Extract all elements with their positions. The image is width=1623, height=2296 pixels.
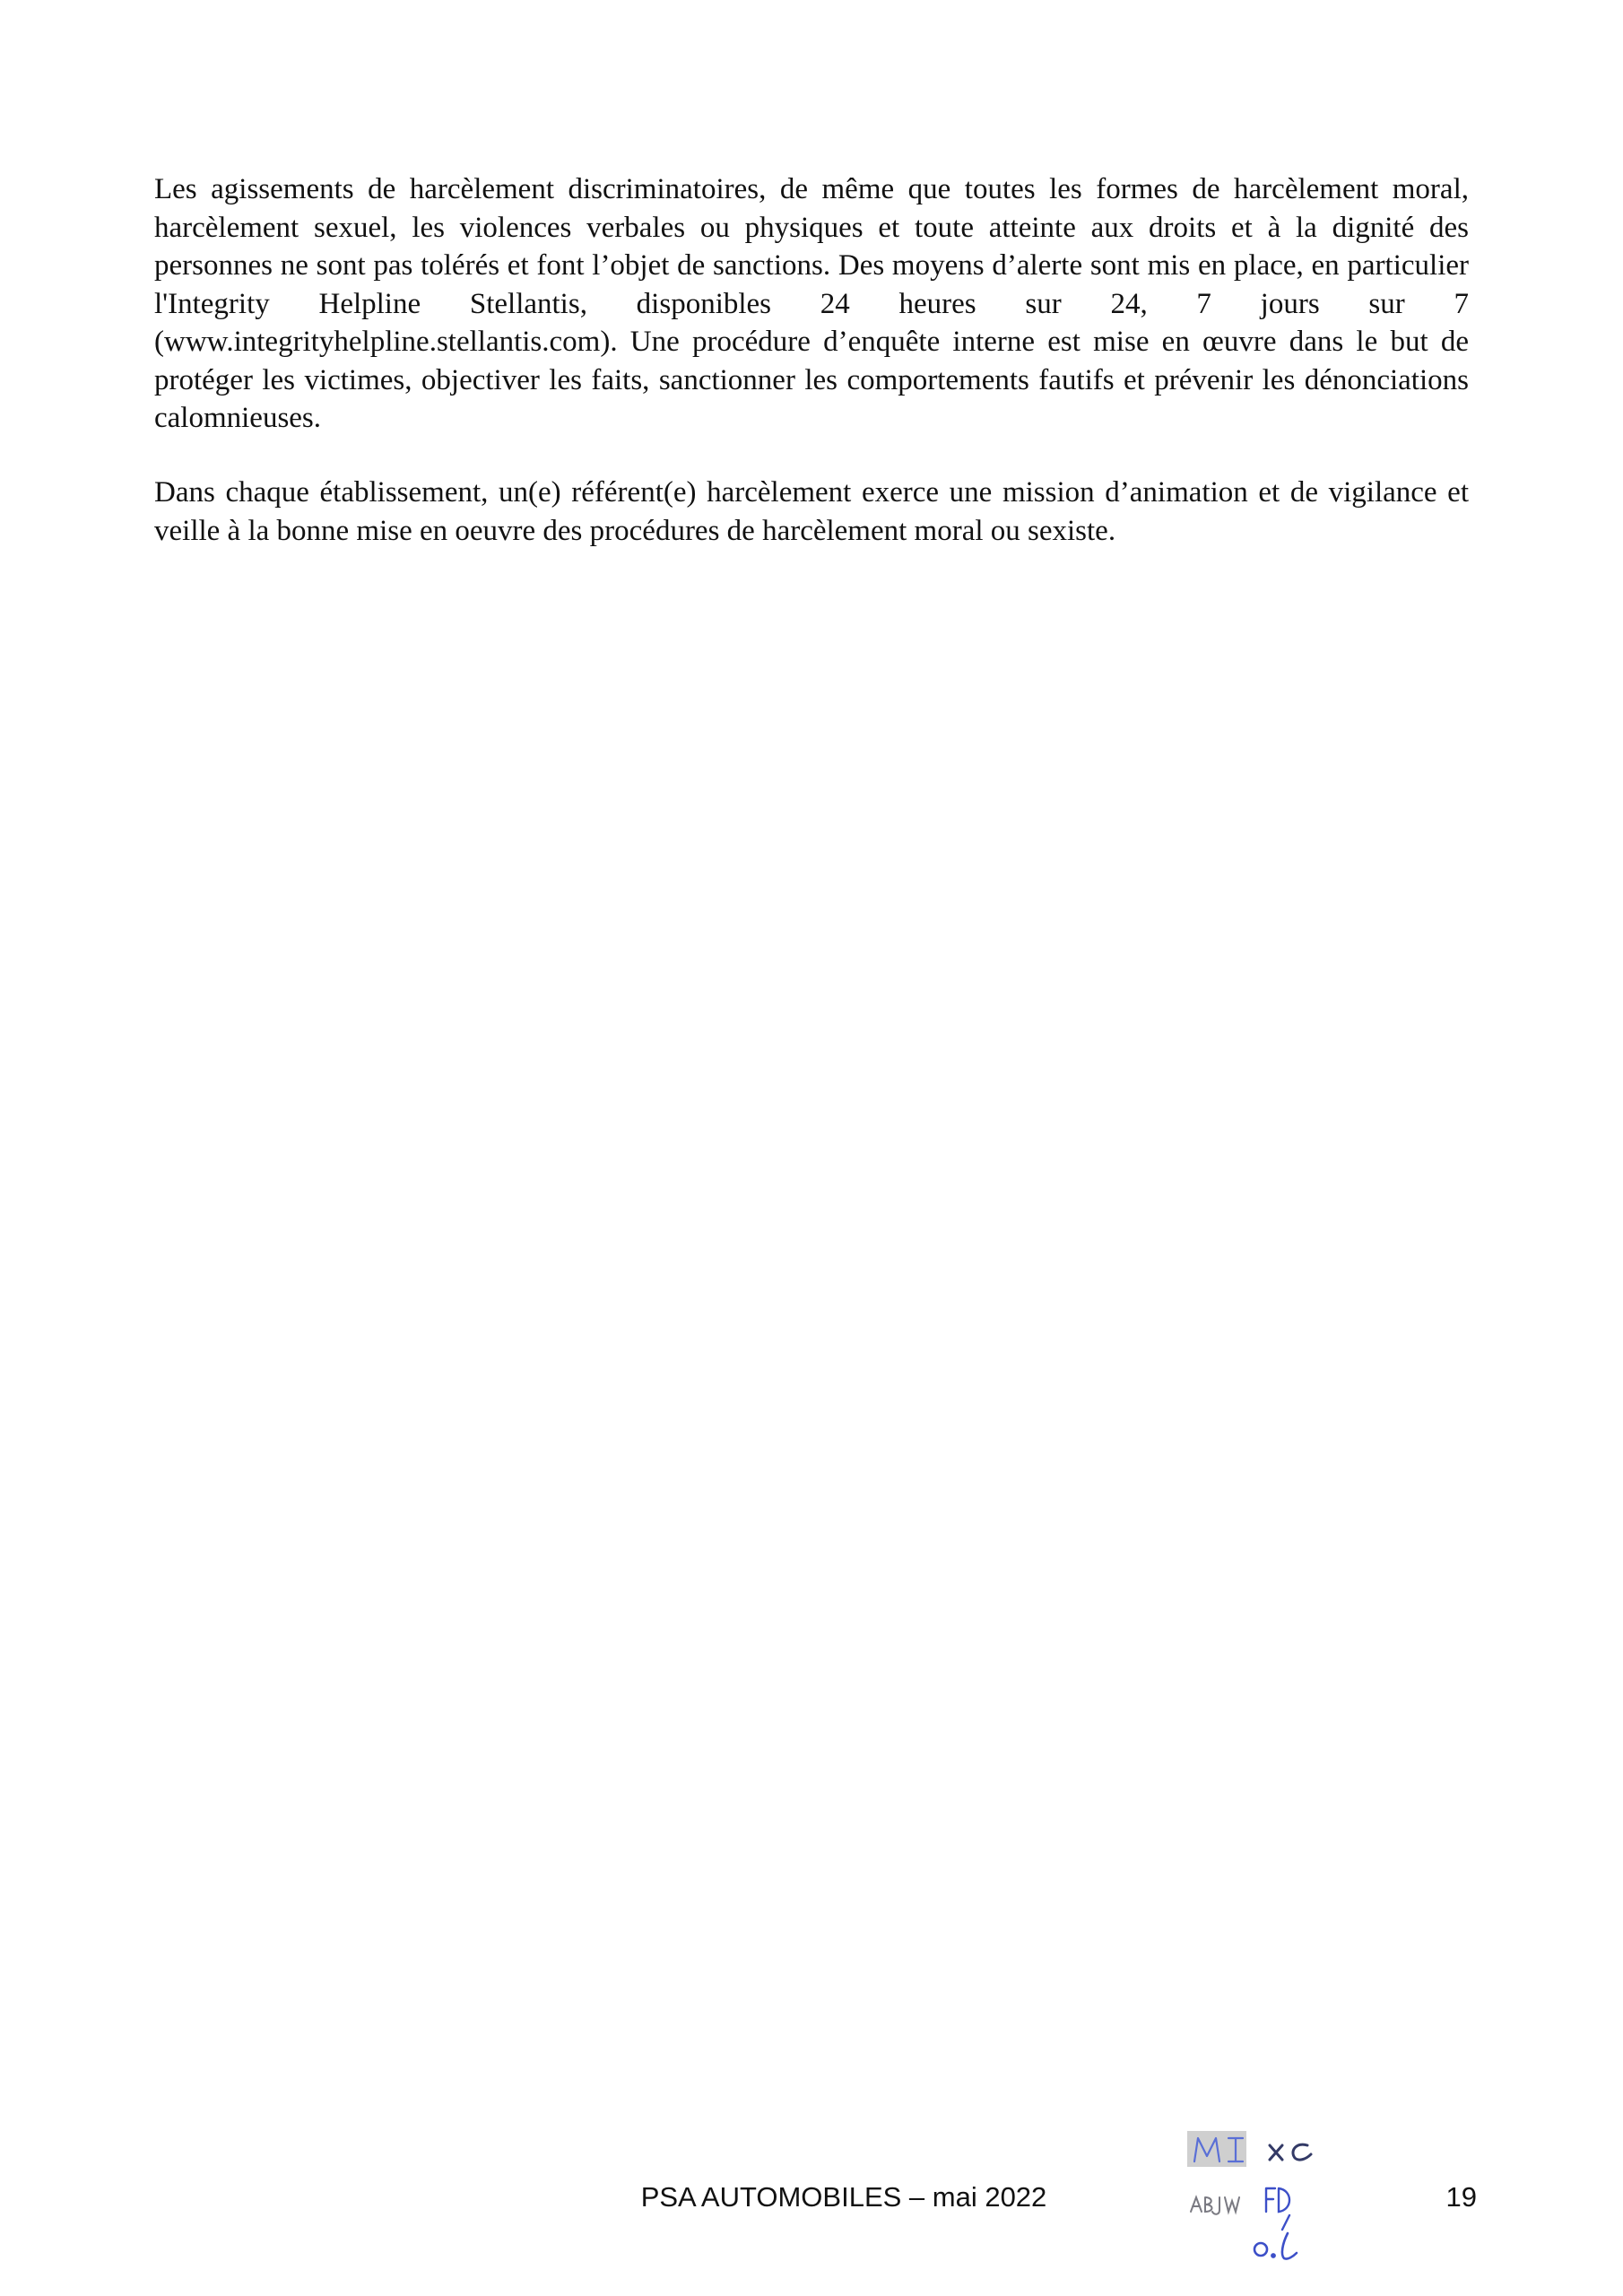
handwritten-initials	[1184, 2126, 1354, 2269]
paragraph-harassment-policy: Les agissements de harcèlement discriminatoires, de même que toutes les formes de harcèlement moral, harcèlement sexuel, les violences verbales ou physiques et toute atteinte aux droits et à la dignité des personnes ne sont pas tolérés et font l’objet de sanctions. Des moyens d’alerte sont mis en place, en particulier l'Integrity Helpline Stellantis, disponibles 24 heures sur 24, 7 jours sur 7 (www.integrityhelpline.stellantis.com). Une procédure d’enquête interne est mise en œuvre dans le but de protéger les victimes, objectiver les faits, sanctionner les comportements fautifs et prévenir les dénonciations calomnieuses.	[154, 173, 1469, 434]
page-number: 19	[1445, 2181, 1477, 2213]
initials-fd	[1266, 2188, 1289, 2230]
initials-abj	[1191, 2197, 1239, 2214]
initials-xc	[1270, 2144, 1311, 2160]
initials-ol	[1254, 2233, 1297, 2259]
footer-title: PSA AUTOMOBILES – mai 2022	[640, 2181, 1047, 2213]
paragraph-harassment-referent: Dans chaque établissement, un(e) référent(e) harcèlement exerce une mission d’animation et de vigilance et veille à la bonne mise en oeuvre des procédures de harcèlement moral ou sexiste.	[154, 476, 1469, 547]
